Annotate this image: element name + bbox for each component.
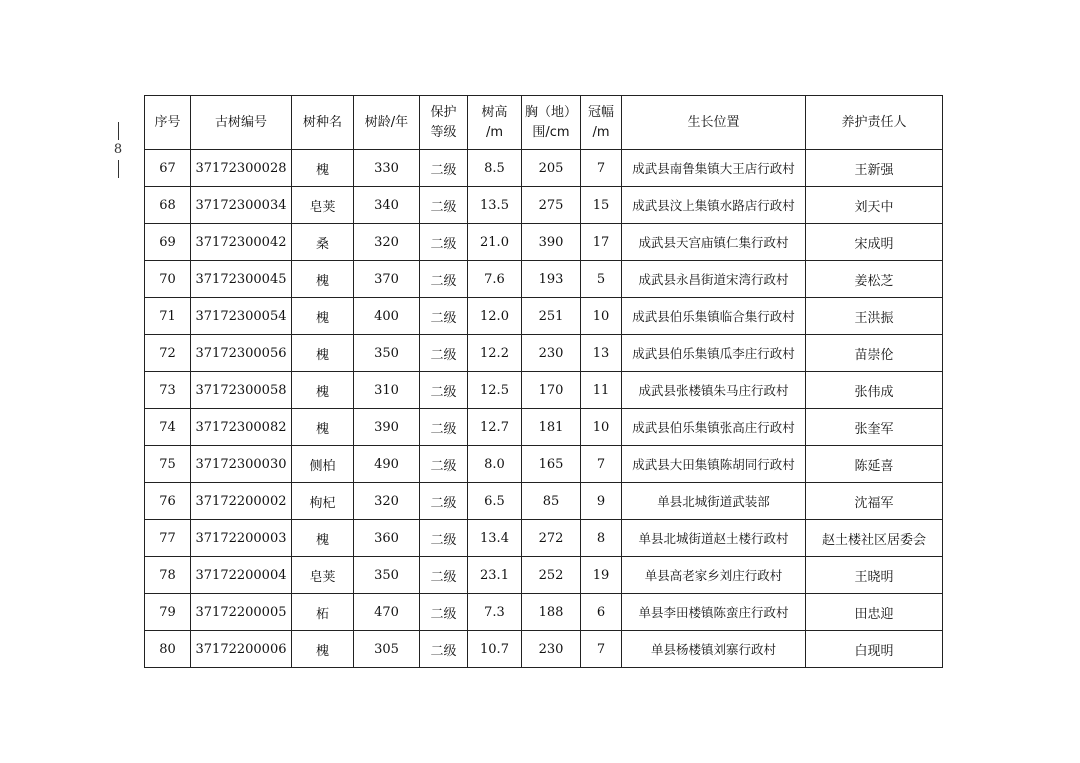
cell-caretaker: 宋成明 — [806, 224, 943, 261]
cell-crown: 10 — [581, 298, 622, 335]
cell-species: 槐 — [292, 631, 354, 668]
cell-caretaker: 王晓明 — [806, 557, 943, 594]
cell-crown: 7 — [581, 446, 622, 483]
cell-location: 单县杨楼镇刘寨行政村 — [622, 631, 806, 668]
header-age: 树龄/年 — [354, 96, 420, 150]
cell-tree-id: 37172200002 — [191, 483, 292, 520]
cell-location: 单县北城街道武装部 — [622, 483, 806, 520]
cell-protection-level: 二级 — [420, 150, 468, 187]
cell-location: 成武县伯乐集镇张高庄行政村 — [622, 409, 806, 446]
cell-age: 350 — [354, 557, 420, 594]
cell-index: 79 — [145, 594, 191, 631]
table-row — [145, 594, 943, 631]
cell-girth: 390 — [522, 224, 581, 261]
cell-crown: 5 — [581, 261, 622, 298]
cell-crown: 11 — [581, 372, 622, 409]
header-index: 序号 — [145, 96, 191, 150]
cell-location: 成武县南鲁集镇大王店行政村 — [622, 150, 806, 187]
cell-crown: 8 — [581, 520, 622, 557]
table-row — [145, 483, 943, 520]
table-row — [145, 261, 943, 298]
header-species: 树种名 — [292, 96, 354, 150]
table-row — [145, 224, 943, 261]
cell-crown: 7 — [581, 150, 622, 187]
cell-height: 10.7 — [468, 631, 522, 668]
cell-height: 8.0 — [468, 446, 522, 483]
table-row — [145, 335, 943, 372]
cell-index: 67 — [145, 150, 191, 187]
cell-location: 成武县汶上集镇水路店行政村 — [622, 187, 806, 224]
cell-tree-id: 37172200005 — [191, 594, 292, 631]
cell-crown: 13 — [581, 335, 622, 372]
table-header — [145, 96, 943, 150]
cell-height: 21.0 — [468, 224, 522, 261]
cell-species: 枸杞 — [292, 483, 354, 520]
cell-girth: 170 — [522, 372, 581, 409]
cell-index: 76 — [145, 483, 191, 520]
cell-height: 12.7 — [468, 409, 522, 446]
cell-girth: 251 — [522, 298, 581, 335]
cell-age: 340 — [354, 187, 420, 224]
cell-age: 310 — [354, 372, 420, 409]
cell-species: 槐 — [292, 150, 354, 187]
table-row — [145, 409, 943, 446]
cell-girth: 230 — [522, 631, 581, 668]
table-row — [145, 631, 943, 668]
cell-species: 皂荚 — [292, 557, 354, 594]
cell-height: 12.2 — [468, 335, 522, 372]
cell-caretaker: 赵土楼社区居委会 — [806, 520, 943, 557]
cell-location: 单县李田楼镇陈蛮庄行政村 — [622, 594, 806, 631]
cell-age: 330 — [354, 150, 420, 187]
cell-age: 320 — [354, 483, 420, 520]
cell-girth: 230 — [522, 335, 581, 372]
cell-protection-level: 二级 — [420, 372, 468, 409]
cell-tree-id: 37172200004 — [191, 557, 292, 594]
header-crown: 冠幅 /m — [581, 96, 622, 150]
cell-index: 72 — [145, 335, 191, 372]
table-row — [145, 372, 943, 409]
cell-species: 槐 — [292, 372, 354, 409]
cell-protection-level: 二级 — [420, 335, 468, 372]
cell-caretaker: 王洪振 — [806, 298, 943, 335]
cell-crown: 6 — [581, 594, 622, 631]
cell-height: 6.5 — [468, 483, 522, 520]
page-number — [108, 122, 128, 178]
header-girth: 胸（地） 围/cm — [522, 96, 581, 150]
cell-age: 305 — [354, 631, 420, 668]
cell-species: 皂荚 — [292, 187, 354, 224]
cell-age: 370 — [354, 261, 420, 298]
table-row — [145, 446, 943, 483]
cell-location: 单县北城街道赵土楼行政村 — [622, 520, 806, 557]
cell-tree-id: 37172300054 — [191, 298, 292, 335]
cell-index: 80 — [145, 631, 191, 668]
header-caretaker: 养护责任人 — [806, 96, 943, 150]
divider — [118, 122, 119, 140]
cell-protection-level: 二级 — [420, 298, 468, 335]
cell-species: 槐 — [292, 335, 354, 372]
cell-height: 8.5 — [468, 150, 522, 187]
cell-caretaker: 沈福军 — [806, 483, 943, 520]
cell-location: 成武县天宫庙镇仁集行政村 — [622, 224, 806, 261]
cell-height: 13.4 — [468, 520, 522, 557]
cell-caretaker: 刘天中 — [806, 187, 943, 224]
cell-girth: 205 — [522, 150, 581, 187]
cell-protection-level: 二级 — [420, 409, 468, 446]
cell-crown: 9 — [581, 483, 622, 520]
cell-protection-level: 二级 — [420, 187, 468, 224]
cell-height: 12.5 — [468, 372, 522, 409]
cell-tree-id: 37172300082 — [191, 409, 292, 446]
cell-protection-level: 二级 — [420, 631, 468, 668]
cell-protection-level: 二级 — [420, 594, 468, 631]
table-row — [145, 557, 943, 594]
cell-index: 68 — [145, 187, 191, 224]
cell-caretaker: 张伟成 — [806, 372, 943, 409]
divider — [118, 160, 119, 178]
cell-age: 360 — [354, 520, 420, 557]
cell-location: 成武县伯乐集镇瓜李庄行政村 — [622, 335, 806, 372]
cell-protection-level: 二级 — [420, 224, 468, 261]
cell-species: 槐 — [292, 520, 354, 557]
cell-protection-level: 二级 — [420, 520, 468, 557]
cell-species: 侧柏 — [292, 446, 354, 483]
cell-height: 13.5 — [468, 187, 522, 224]
cell-girth: 165 — [522, 446, 581, 483]
cell-species: 槐 — [292, 261, 354, 298]
cell-crown: 10 — [581, 409, 622, 446]
cell-girth: 181 — [522, 409, 581, 446]
cell-caretaker: 王新强 — [806, 150, 943, 187]
cell-tree-id: 37172300028 — [191, 150, 292, 187]
table-row — [145, 298, 943, 335]
cell-caretaker: 张奎军 — [806, 409, 943, 446]
ancient-tree-table — [144, 95, 943, 668]
cell-caretaker: 陈延喜 — [806, 446, 943, 483]
cell-tree-id: 37172300042 — [191, 224, 292, 261]
cell-caretaker: 白现明 — [806, 631, 943, 668]
cell-protection-level: 二级 — [420, 261, 468, 298]
cell-caretaker: 田忠迎 — [806, 594, 943, 631]
cell-index: 71 — [145, 298, 191, 335]
cell-age: 400 — [354, 298, 420, 335]
page-number-text: 8 — [113, 142, 123, 157]
cell-height: 23.1 — [468, 557, 522, 594]
cell-caretaker: 苗崇伦 — [806, 335, 943, 372]
cell-age: 470 — [354, 594, 420, 631]
cell-girth: 85 — [522, 483, 581, 520]
cell-species: 槐 — [292, 298, 354, 335]
cell-age: 490 — [354, 446, 420, 483]
cell-index: 77 — [145, 520, 191, 557]
cell-tree-id: 37172200006 — [191, 631, 292, 668]
header-protection-level: 保护 等级 — [420, 96, 468, 150]
cell-location: 成武县伯乐集镇临合集行政村 — [622, 298, 806, 335]
cell-crown: 7 — [581, 631, 622, 668]
cell-location: 成武县永昌街道宋湾行政村 — [622, 261, 806, 298]
header-location: 生长位置 — [622, 96, 806, 150]
cell-species: 槐 — [292, 409, 354, 446]
cell-index: 73 — [145, 372, 191, 409]
table-row — [145, 187, 943, 224]
cell-caretaker: 姜松芝 — [806, 261, 943, 298]
cell-location: 成武县大田集镇陈胡同行政村 — [622, 446, 806, 483]
cell-age: 390 — [354, 409, 420, 446]
table-row — [145, 520, 943, 557]
cell-protection-level: 二级 — [420, 483, 468, 520]
cell-girth: 272 — [522, 520, 581, 557]
table-row — [145, 150, 943, 187]
cell-species: 桑 — [292, 224, 354, 261]
cell-location: 成武县张楼镇朱马庄行政村 — [622, 372, 806, 409]
cell-height: 12.0 — [468, 298, 522, 335]
cell-index: 78 — [145, 557, 191, 594]
header-height: 树高 /m — [468, 96, 522, 150]
cell-crown: 19 — [581, 557, 622, 594]
cell-tree-id: 37172300034 — [191, 187, 292, 224]
header-tree-id: 古树编号 — [191, 96, 292, 150]
cell-index: 74 — [145, 409, 191, 446]
cell-height: 7.3 — [468, 594, 522, 631]
cell-age: 320 — [354, 224, 420, 261]
cell-crown: 15 — [581, 187, 622, 224]
cell-tree-id: 37172300030 — [191, 446, 292, 483]
cell-species: 柘 — [292, 594, 354, 631]
cell-age: 350 — [354, 335, 420, 372]
cell-index: 75 — [145, 446, 191, 483]
cell-protection-level: 二级 — [420, 446, 468, 483]
cell-tree-id: 37172200003 — [191, 520, 292, 557]
cell-tree-id: 37172300045 — [191, 261, 292, 298]
cell-location: 单县高老家乡刘庄行政村 — [622, 557, 806, 594]
cell-girth: 275 — [522, 187, 581, 224]
cell-index: 69 — [145, 224, 191, 261]
cell-crown: 17 — [581, 224, 622, 261]
cell-girth: 188 — [522, 594, 581, 631]
cell-girth: 252 — [522, 557, 581, 594]
cell-protection-level: 二级 — [420, 557, 468, 594]
cell-index: 70 — [145, 261, 191, 298]
cell-girth: 193 — [522, 261, 581, 298]
cell-height: 7.6 — [468, 261, 522, 298]
cell-tree-id: 37172300058 — [191, 372, 292, 409]
cell-tree-id: 37172300056 — [191, 335, 292, 372]
